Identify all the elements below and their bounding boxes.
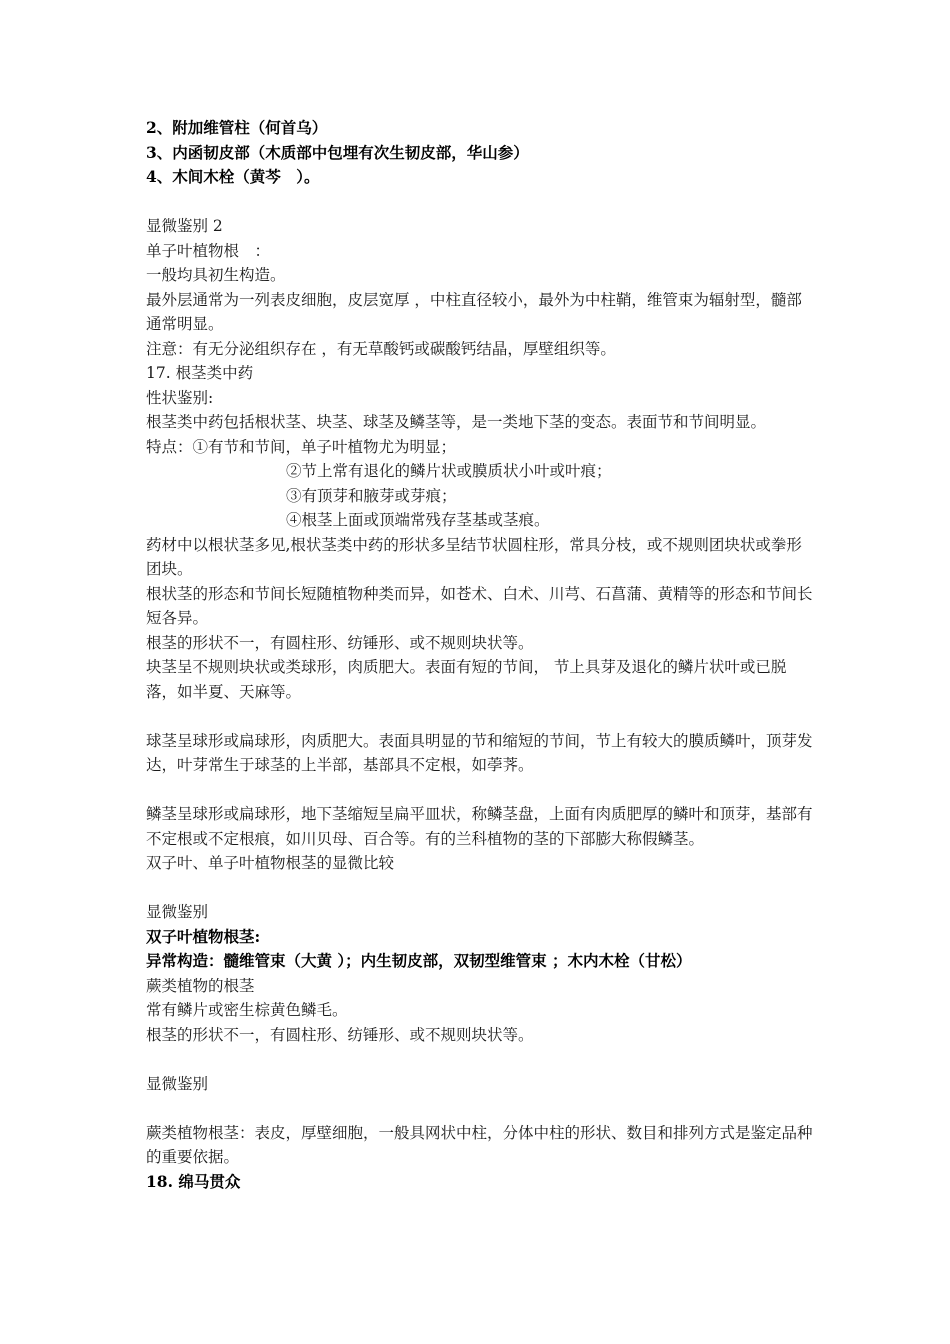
paragraph: 单子叶植物根 ：: [146, 241, 271, 260]
section-title: 显微鉴别: [146, 903, 209, 921]
document-page: [146, 116, 816, 1194]
paragraph: 根茎的形状不一，有圆柱形、纺锤形、或不规则块状等。: [146, 1025, 534, 1044]
paragraph: 常有鳞片或密生棕黄色鳞毛。: [146, 1001, 348, 1019]
spacer: [146, 190, 816, 215]
paragraph: 球茎呈球形或扁球形，肉质肥大。表面具明显的节和缩短的节间，节上有较大的膜质鳞叶，顶芽发达，叶芽常生于球茎的上半部，基部具不定根，如荸荠。: [146, 731, 813, 774]
section-title: 显微鉴别 2: [146, 217, 223, 235]
feature-list-item: ②节上常有退化的鳞片状或膜质状小叶或叶痕；: [286, 462, 612, 480]
paragraph: 蕨类植物的根茎: [146, 976, 255, 995]
spacer: [146, 778, 816, 803]
paragraph: 蕨类植物根茎：表皮，厚壁细胞，一般具网状中柱，分体中柱的形状、数目和排列方式是鉴定品种的重要依据。: [146, 1123, 813, 1166]
feature-list-item: ③有顶芽和腋芽或芽痕；: [286, 486, 457, 505]
heading-line: 18. 绵马贯众: [146, 1171, 241, 1191]
heading-line: 3、内函韧皮部（木质部中包埋有次生韧皮部，华山参）: [146, 142, 529, 162]
paragraph: 根状茎的形态和节间长短随植物种类而异，如苍术、白术、川芎、石菖蒲、黄精等的形态和节间长短各异。: [146, 584, 813, 627]
paragraph: 根茎的形状不一，有圆柱形、纺锤形、或不规则块状等。: [146, 633, 534, 652]
section-title: 17. 根茎类中药: [146, 364, 254, 382]
feature-list-item: 特点：①有节和节间，单子叶植物尤为明显；: [146, 437, 457, 456]
spacer: [146, 1096, 816, 1121]
spacer: [146, 876, 816, 901]
heading-line: 双子叶植物根茎:: [146, 926, 261, 946]
paragraph: 块茎呈不规则块状或类球形，肉质肥大。表面有短的节间， 节上具芽及退化的鳞片状叶或已脱落，如半夏、天麻等。: [146, 658, 787, 701]
feature-list-item: ④根茎上面或顶端常残存茎基或茎痕。: [286, 511, 550, 529]
paragraph: 双子叶、单子叶植物根茎的显微比较: [146, 854, 395, 872]
paragraph: 药材中以根状茎多见,根状茎类中药的形状多呈结节状圆柱形，常具分枝，或不规则团块状或拳形团块。: [146, 535, 802, 578]
section-title: 显微鉴别: [146, 1074, 209, 1093]
spacer: [146, 704, 816, 729]
heading-line: 异常构造：髓维管束（大黄 ）；内生韧皮部，双韧型维管束 ；木内木栓（甘松）: [146, 951, 692, 970]
heading-line: 2、附加维管柱（何首乌）: [146, 118, 328, 137]
heading-line: 4、木间木栓（黄芩 ）。: [146, 167, 320, 186]
spacer: [146, 1047, 816, 1072]
paragraph: 最外层通常为一列表皮细胞，皮层宽厚 ，中柱直径较小，最外为中柱鞘，维管束为辐射型，髓部通常明显。: [146, 290, 802, 333]
paragraph: 注意：有无分泌组织存在 ，有无草酸钙或碳酸钙结晶，厚壁组织等。: [146, 339, 616, 358]
paragraph: 一般均具初生构造。: [146, 266, 286, 284]
paragraph: 鳞茎呈球形或扁球形，地下茎缩短呈扁平皿状，称鳞茎盘，上面有肉质肥厚的鳞叶和顶芽，基部有不定根或不定根痕，如川贝母、百合等。有的兰科植物的茎的下部膨大称假鳞茎。: [146, 805, 813, 848]
paragraph: 性状鉴别:: [146, 388, 214, 407]
paragraph: 根茎类中药包括根状茎、块茎、球茎及鳞茎等，是一类地下茎的变态。表面节和节间明显。: [146, 413, 767, 431]
